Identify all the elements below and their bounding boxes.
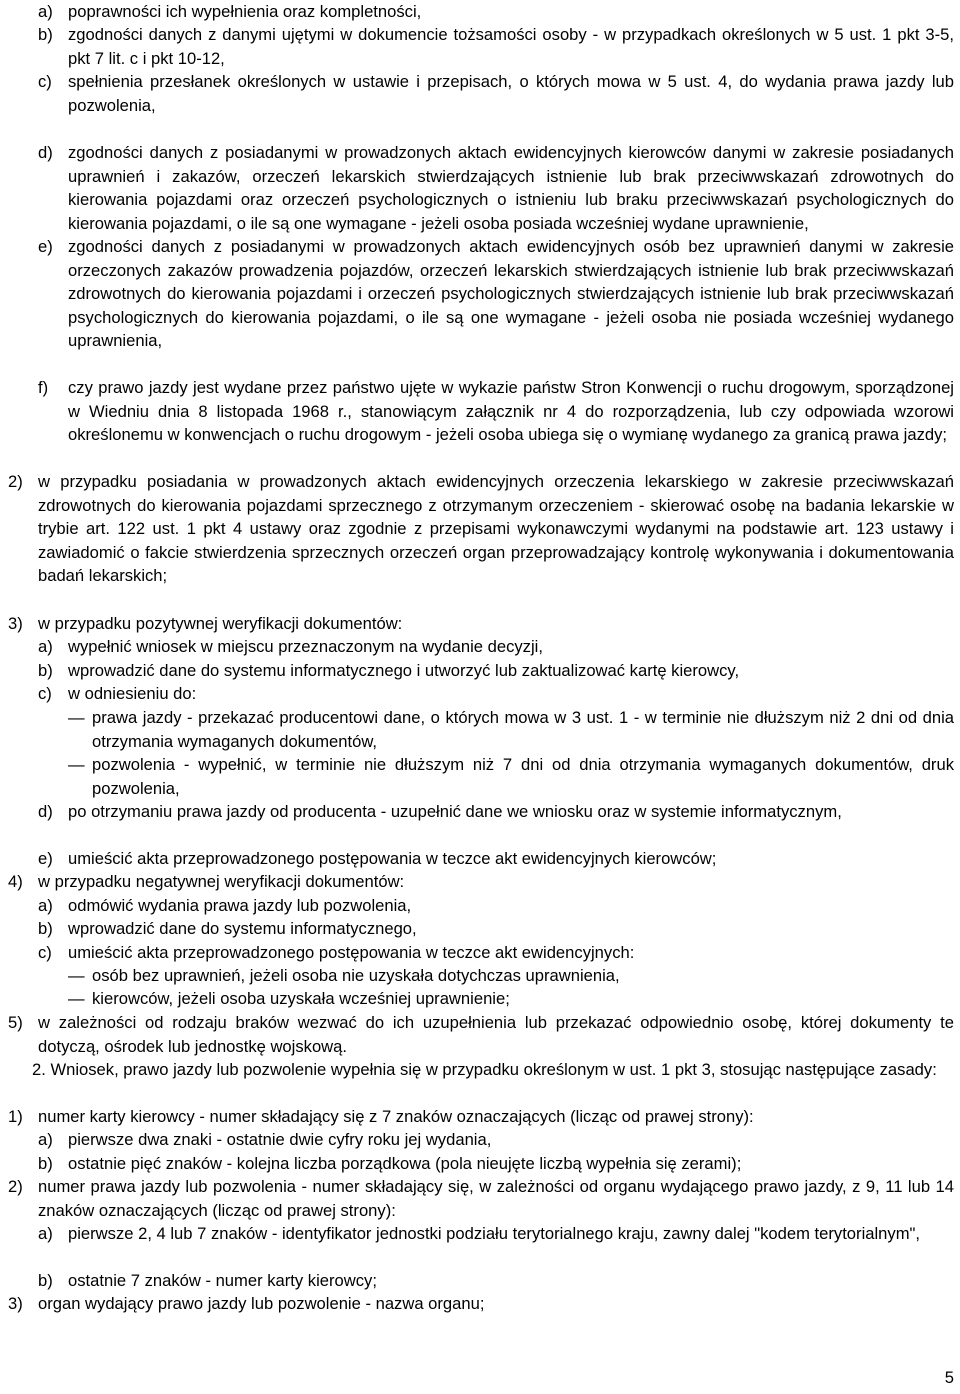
list-item	[0, 753, 954, 800]
list-item-text: umieścić akta przeprowadzonego postępowania w teczce akt ewidencyjnych kierowców;	[68, 849, 717, 868]
list-item	[0, 800, 954, 824]
list-marker: e)	[38, 237, 53, 256]
list-item	[0, 941, 954, 965]
list-marker: b)	[38, 25, 53, 44]
list-marker: 2)	[8, 472, 23, 491]
list-item-text: 2. Wniosek, prawo jazdy lub pozwolenie wypełnia się w przypadku określonym w ust. 1 pkt 3, stosując następujące zasady:	[32, 1060, 937, 1079]
list-marker: 2)	[8, 1177, 23, 1196]
list-item-text: po otrzymaniu prawa jazdy od producenta - uzupełnić dane we wniosku oraz w systemie informatycznym,	[68, 802, 842, 821]
list-marker: d)	[38, 143, 53, 162]
list-marker: d)	[38, 802, 53, 821]
list-item-text: pierwsze dwa znaki - ostatnie dwie cyfry roku jej wydania,	[68, 1130, 492, 1149]
list-item	[0, 1128, 954, 1152]
list-marker: a)	[38, 2, 53, 21]
list-item	[0, 0, 954, 24]
list-item	[0, 635, 954, 659]
list-item-text: w przypadku negatywnej weryfikacji dokumentów:	[38, 872, 405, 891]
list-marker: c)	[38, 72, 52, 91]
list-item-text: pozwolenia - wypełnić, w terminie nie dłuższym niż 7 dni od dnia otrzymania wymaganych dokumentów, druk pozwolenia,	[92, 755, 954, 798]
list-item	[0, 612, 954, 636]
list-item-text: ostatnie pięć znaków - kolejna liczba porządkowa (pola nieujęte liczbą wypełnia się zerami);	[68, 1154, 742, 1173]
list-item-text: w zależności od rodzaju braków wezwać do ich uzupełnienia lub przekazać odpowiednio osobę, której dokumenty te dotyczą, ośrodek lub jednostkę wojskową.	[38, 1013, 954, 1056]
list-item	[0, 141, 954, 235]
list-item-text: zgodności danych z posiadanymi w prowadzonych aktach ewidencyjnych osób bez uprawnień danymi w zakresie orzeczonych zakazów prowadzenia pojazdów, orzeczeń lekarskich stwierdzających istnienie lub brak przeciwwskazań zdrowotnych do kierowania pojazdami i orzeczeń psychologicznych stwierdzających istnienie lub brak przeciwwskazań psychologicznych do kierowania pojazdami, o ile są one wymagane - jeżeli osoba nie posiada wcześniej wydanego uprawnienia,	[68, 237, 954, 350]
list-item	[0, 1269, 954, 1293]
list-marker: f)	[38, 378, 49, 397]
list-item	[0, 987, 954, 1011]
list-item-text: ostatnie 7 znaków - numer karty kierowcy;	[68, 1271, 377, 1290]
list-marker: 1)	[8, 1107, 23, 1126]
list-item-text: zgodności danych z posiadanymi w prowadzonych aktach ewidencyjnych kierowców danymi w zakresie posiadanych uprawnień i zakazów, orzeczeń lekarskich stwierdzających istnienie lub brak przeciwwskazań zdrowotnych do kierowania pojazdami oraz orzeczeń psychologicznych o istnieniu lub braku przeciwwskazań psychologicznych do kierowania pojazdami, o ile są one wymagane - jeżeli osoba posiada wcześniej wydane uprawnienie,	[68, 143, 954, 233]
dash-marker: —	[68, 966, 85, 985]
list-item	[0, 1292, 954, 1316]
list-item-text: czy prawo jazdy jest wydane przez państwo ujęte w wykazie państw Stron Konwencji o ruchu drogowym, sporządzonej w Wiedniu dnia 8 listopada 1968 r., stanowiącym załącznik nr 4 do rozporządzenia, lub czy odpowiada wzorowi określonemu w konwencjach o ruchu drogowym - jeżeli osoba ubiega się o wymianę wydanego za granicą prawa jazdy;	[68, 378, 954, 444]
list-marker: a)	[38, 1130, 53, 1149]
list-marker: b)	[38, 1271, 53, 1290]
list-item-text: odmówić wydania prawa jazdy lub pozwolenia,	[68, 896, 412, 915]
list-item-text: zgodności danych z danymi ujętymi w dokumencie tożsamości osoby - w przypadkach określonych w 5 ust. 1 pkt 3-5, pkt 7 lit. c i pkt 10-12,	[68, 25, 954, 68]
list-marker: a)	[38, 896, 53, 915]
list-item-text: kierowców, jeżeli osoba uzyskała wcześniej uprawnienie;	[92, 989, 510, 1008]
list-marker: a)	[38, 637, 53, 656]
list-marker: b)	[38, 919, 53, 938]
list-item	[0, 1175, 954, 1222]
list-item	[0, 1105, 954, 1129]
list-marker: 3)	[8, 1294, 23, 1313]
list-item	[0, 847, 954, 871]
list-item-text: osób bez uprawnień, jeżeli osoba nie uzyskała dotychczas uprawnienia,	[92, 966, 620, 985]
paragraph	[0, 1058, 954, 1082]
list-marker: b)	[38, 1154, 53, 1173]
list-item-text: w odniesieniu do:	[68, 684, 197, 703]
list-marker: 5)	[8, 1013, 23, 1032]
list-item	[0, 1011, 954, 1058]
list-item-text: wypełnić wniosek w miejscu przeznaczonym na wydanie decyzji,	[68, 637, 543, 656]
list-item-text: wprowadzić dane do systemu informatycznego,	[68, 919, 417, 938]
list-item	[0, 376, 954, 447]
list-item-text: organ wydający prawo jazdy lub pozwolenie - nazwa organu;	[38, 1294, 485, 1313]
list-marker: a)	[38, 1224, 53, 1243]
list-item	[0, 23, 954, 70]
list-item-text: w przypadku pozytywnej weryfikacji dokumentów:	[38, 614, 403, 633]
list-item	[0, 894, 954, 918]
list-marker: c)	[38, 684, 52, 703]
list-item	[0, 870, 954, 894]
page-number: 5	[944, 1368, 954, 1387]
list-item-text: pierwsze 2, 4 lub 7 znaków - identyfikator jednostki podziału terytorialnego kraju, zawny dalej "kodem terytorialnym",	[68, 1224, 921, 1243]
list-item	[0, 659, 954, 683]
dash-marker: —	[68, 708, 85, 727]
list-item	[0, 70, 954, 117]
list-marker: 3)	[8, 614, 23, 633]
list-marker: b)	[38, 661, 53, 680]
list-item-text: umieścić akta przeprowadzonego postępowania w teczce akt ewidencyjnych:	[68, 943, 635, 962]
list-item-text: prawa jazdy - przekazać producentowi dane, o których mowa w 3 ust. 1 - w terminie nie dłuższym niż 2 dni od dnia otrzymania wymaganych dokumentów,	[92, 708, 954, 751]
list-item-text: numer prawa jazdy lub pozwolenia - numer składający się, w zależności od organu wydającego prawo jazdy, z 9, 11 lub 14 znaków oznaczających (licząc od prawej strony):	[38, 1177, 954, 1220]
list-item	[0, 682, 954, 706]
dash-marker: —	[68, 755, 85, 774]
list-item	[0, 964, 954, 988]
list-item-text: poprawności ich wypełnienia oraz kompletności,	[68, 2, 422, 21]
list-item	[0, 235, 954, 353]
list-item-text: spełnienia przesłanek określonych w ustawie i przepisach, o których mowa w 5 ust. 4, do wydania prawa jazdy lub pozwolenia,	[68, 72, 954, 115]
list-marker: c)	[38, 943, 52, 962]
list-item-text: w przypadku posiadania w prowadzonych aktach ewidencyjnych orzeczenia lekarskiego w zakresie przeciwwskazań zdrowotnych do kierowania pojazdami sprzecznego z otrzymanym orzeczeniem - skierować osobę na badania lekarskie w trybie art. 122 ust. 1 pkt 4 ustawy oraz zgodnie z przepisami wykonawczymi wydanymi na podstawie art. 123 ustawy i zawiadomić o fakcie stwierdzenia sprzecznych orzeczeń organ przeprowadzający kontrolę wykonywania i dokumentowania badań lekarskich;	[38, 472, 954, 585]
list-item	[0, 470, 954, 588]
list-item-text: wprowadzić dane do systemu informatycznego i utworzyć lub zaktualizować kartę kierowcy,	[68, 661, 740, 680]
list-marker: 4)	[8, 872, 23, 891]
list-marker: e)	[38, 849, 53, 868]
list-item	[0, 706, 954, 753]
list-item	[0, 1152, 954, 1176]
list-item	[0, 1222, 954, 1246]
list-item-text: numer karty kierowcy - numer składający się z 7 znaków oznaczających (licząc od prawej strony):	[38, 1107, 754, 1126]
list-item	[0, 917, 954, 941]
dash-marker: —	[68, 989, 85, 1008]
